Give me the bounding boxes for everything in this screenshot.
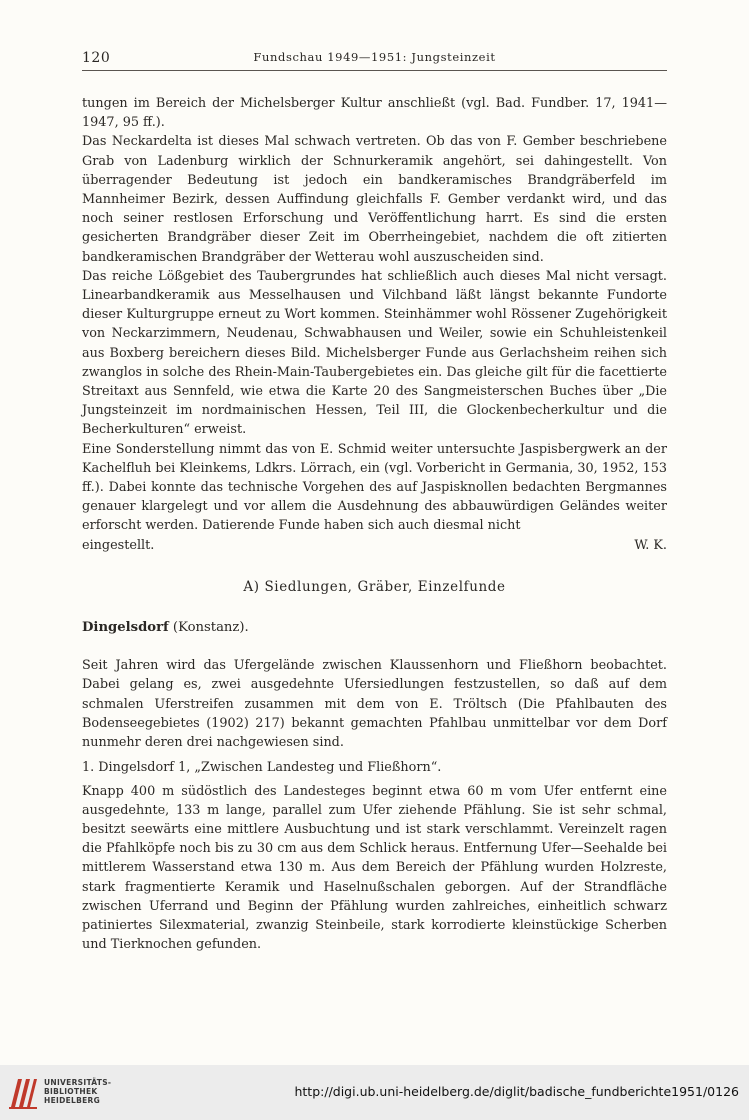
paragraph: Das reiche Lößgebiet des Taubergrundes hat schließlich auch dieses Mal nicht versagt. Linearbandkeramik aus Messelhausen und Vilchband läßt längst bekannte Fundorte dieser Kulturgruppe erneut zu Wort kommen. Steinhämmer wohl Rössener Zugehörigkeit von Neckarzimmern, Neudenau, Schwabhausen und Weiler, sowie ein Schuhleistenkeil aus Boxberg bereichern dieses Bild. Michelsberger Funde aus Gerlachsheim reihen sich zwanglos in solche des Rhein-Main-Taubergebietes ein. Das gleiche gilt für die facettierte Streitaxt aus Sennfeld, wie etwa die Karte 20 des Sangmeisterschen Buches über „Die Jungsteinzeit im nordmainischen Hessen, Teil III, die Glockenbecherkultur und die Becherkulturen“ erweist.	[82, 268, 667, 438]
author-initials: W. K.	[634, 537, 667, 553]
viewer-footer	[0, 1065, 749, 1120]
site-district: (Konstanz).	[172, 620, 249, 636]
paragraph: tungen im Bereich der Michelsberger Kultur anschließt (vgl. Bad. Fundber. 17, 1941—1947, 95 ff.).	[82, 96, 667, 131]
site-heading	[82, 618, 667, 637]
page-number: 120	[82, 50, 111, 66]
paragraph: Das Neckardelta ist dieses Mal schwach vertreten. Ob das von F. Gember beschriebene Grab von Ladenburg wirklich der Schnurkeramik angehört, sei dahingestellt. Von überragender Bedeutung ist jedoch ein bandkeramisches Brandgräberfeld im Mannheimer Bezirk, dessen Auffindung gleichfalls F. Gember verdankt wird, und das noch seiner restlosen Erforschung und Veröffentlichung harrt. Es sind die ersten gesicherten Brandgräber dieser Zeit im Oberrheingebiet, nachdem die oft zitierten bandkeramischen Brandgräber der Wetterau wohl auszuscheiden sind.	[82, 134, 667, 265]
section-heading: A) Siedlungen, Gräber, Einzelfunde	[243, 578, 506, 595]
running-title: Fundschau 1949—1951: Jungsteinzeit	[253, 50, 496, 64]
paragraph: Seit Jahren wird das Ufergelände zwischen Klaussenhorn und Fließhorn beobachtet. Dabei gelang es, zwei ausgedehnte Ufersiedlungen festzustellen, so daß auf dem schmalen Uferstreifen zusammen mit dem von E. Tröltsch (Die Pfahlbauten des Bodenseegebietes (1902) 217) bekannt gemachten Pfahlbau unmittelbar vor dem Dorf nunmehr deren drei nachgewiesen sind.	[82, 658, 667, 751]
page-header	[82, 48, 667, 71]
library-name: UNIVERSITÄTS- BIBLIOTHEK HEIDELBERG	[44, 1078, 112, 1105]
site-name: Dingelsdorf	[82, 620, 169, 636]
paragraph: Eine Sonderstellung nimmt das von E. Schmid weiter untersuchte Jaspisbergwerk an der Kachelfluh bei Kleinkems, Ldkrs. Lörrach, ein (vgl. Vorbericht in Germania, 30, 1952, 153 ff.). Dabei konnte das technische Vorgehen des auf Jaspisknollen bedachten Bergmannes genauer klargelegt und vor allem die Ausdehnung des abbauwürdigen Geländes weiter erforscht werden. Datierende Funde haben sich auch diesmal nicht	[82, 441, 667, 534]
library-logo-icon	[8, 1073, 38, 1111]
numbered-item: 1. Dingelsdorf 1, „Zwischen Landesteg und Fließhorn“.	[82, 760, 442, 776]
signature-line	[82, 536, 667, 555]
paragraph: Knapp 400 m südöstlich des Landesteges beginnt etwa 60 m vom Ufer entfernt eine ausgedehnte, 133 m lange, parallel zum Ufer ziehende Pfählung. Sie ist sehr schmal, besitzt seewärts eine mittlere Ausbuchtung und ist stark verschlammt. Vereinzelt ragen die Pfahlköpfe noch bis zu 30 cm aus dem Schlick heraus. Entfernung Ufer—Seehalde bei mittlerem Wasserstand etwa 130 m. Aus dem Bereich der Pfählung wurden Holzreste, stark fragmentierte Keramik und Haselnußschalen geborgen. Auf der Strandfläche zwischen Uferrand und Beginn der Pfählung wurden zahlreiches, einheitlich schwarz patiniertes Silexmaterial, zwanzig Steinbeile, stark korrodierte kleinstückige Scherben und Tierknochen gefunden.	[82, 783, 667, 953]
source-url-link[interactable]: http://digi.ub.uni-heidelberg.de/diglit/badische_fundberichte1951/0126	[294, 1084, 739, 1099]
body-text	[82, 94, 667, 954]
closing-text: eingestellt.	[82, 537, 155, 553]
